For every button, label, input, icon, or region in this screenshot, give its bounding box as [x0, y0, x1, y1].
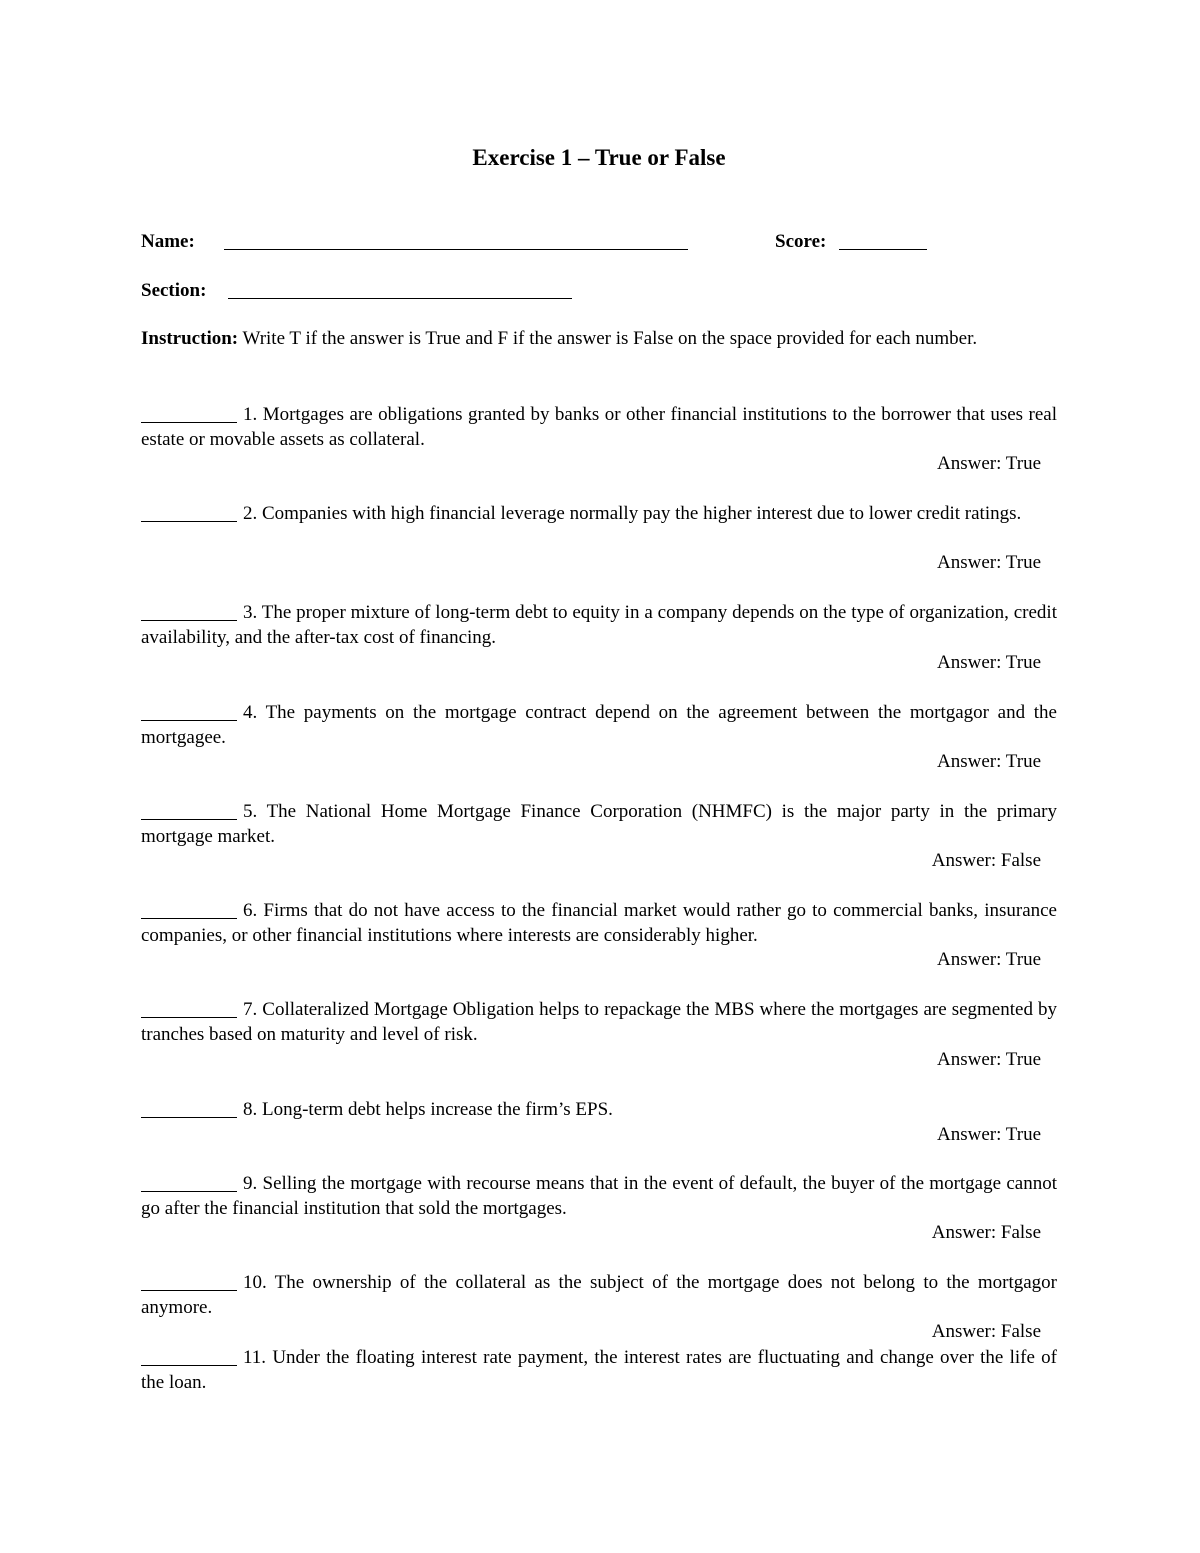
answer-blank[interactable] [141, 801, 237, 820]
answer-blank[interactable] [141, 1347, 237, 1366]
answer-key: Answer: True [937, 751, 1041, 772]
question-item [141, 1171, 1057, 1221]
question-item [141, 898, 1057, 948]
question-text: 9. Selling the mortgage with recourse means that in the event of default, the buyer of the mortgage cannot go after the financial institution that sold the mortgages. [141, 1173, 1057, 1219]
answer-key: Answer: True [937, 949, 1041, 970]
question-text: 4. The payments on the mortgage contract depend on the agreement between the mortgagor and the mortgagee. [141, 702, 1057, 748]
question-text: 6. Firms that do not have access to the financial market would rather go to commercial banks, insurance companies, or other financial institutions where interests are considerably higher. [141, 900, 1057, 946]
question-text: 8. Long-term debt helps increase the firm’s EPS. [243, 1099, 613, 1120]
answer-key: Answer: True [937, 1049, 1041, 1070]
score-field[interactable] [839, 249, 927, 250]
question-text: 5. The National Home Mortgage Finance Corporation (NHMFC) is the major party in the primary mortgage market. [141, 801, 1057, 847]
answer-blank[interactable] [141, 503, 237, 522]
answer-blank[interactable] [141, 602, 237, 621]
answer-blank[interactable] [141, 1272, 237, 1291]
question-text: 7. Collateralized Mortgage Obligation helps to repackage the MBS where the mortgages are segmented by tranches based on maturity and level of risk. [141, 999, 1057, 1045]
section-label: Section: [141, 280, 207, 301]
name-label: Name: [141, 231, 195, 252]
instruction-label: Instruction: [141, 328, 239, 349]
answer-key: Answer: True [937, 652, 1041, 673]
question-item [141, 402, 1057, 452]
question-text: 2. Companies with high financial leverage normally pay the higher interest due to lower credit ratings. [243, 503, 1022, 524]
answer-blank[interactable] [141, 1173, 237, 1192]
score-label: Score: [775, 231, 827, 252]
question-item [141, 1097, 1057, 1122]
answer-key: Answer: True [937, 453, 1041, 474]
question-item [141, 700, 1057, 750]
question-item [141, 997, 1057, 1047]
question-item [141, 600, 1057, 650]
question-item [141, 799, 1057, 849]
answer-blank[interactable] [141, 900, 237, 919]
instruction-text: Write T if the answer is True and F if the answer is False on the space provided for each number. [238, 328, 978, 349]
question-text: 1. Mortgages are obligations granted by banks or other financial institutions to the borrower that uses real estate or movable assets as collateral. [141, 404, 1057, 450]
answer-key: Answer: False [931, 1321, 1041, 1342]
page-title: Exercise 1 – True or False [472, 145, 726, 170]
answer-key: Answer: False [931, 850, 1041, 871]
answer-blank[interactable] [141, 999, 237, 1018]
name-field[interactable] [224, 249, 688, 250]
answer-key: Answer: True [937, 552, 1041, 573]
question-text: 10. The ownership of the collateral as the subject of the mortgage does not belong to the mortgagor anymore. [141, 1272, 1057, 1318]
question-text: 3. The proper mixture of long-term debt to equity in a company depends on the type of organization, credit availability, and the after-tax cost of financing. [141, 602, 1057, 648]
answer-blank[interactable] [141, 702, 237, 721]
answer-blank[interactable] [141, 1099, 237, 1118]
answer-key: Answer: True [937, 1124, 1041, 1145]
question-item [141, 501, 1057, 526]
answer-blank[interactable] [141, 404, 237, 423]
answer-key: Answer: False [931, 1222, 1041, 1243]
instruction [141, 326, 1041, 351]
question-item [141, 1345, 1057, 1395]
question-text: 11. Under the floating interest rate payment, the interest rates are fluctuating and change over the life of the loan. [141, 1347, 1057, 1393]
section-field[interactable] [228, 298, 572, 299]
question-item [141, 1270, 1057, 1320]
